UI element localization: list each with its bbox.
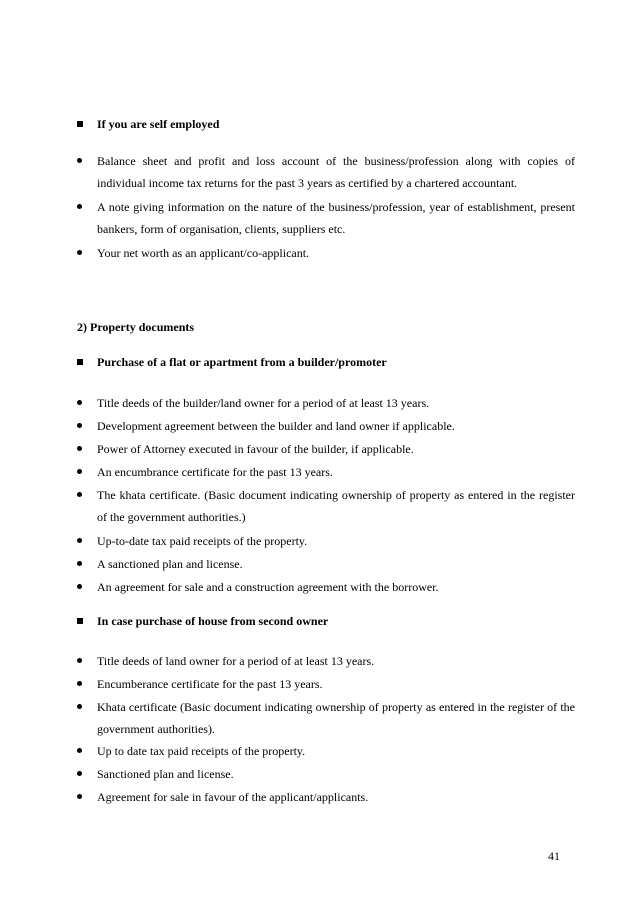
square-bullet-icon: [77, 121, 83, 127]
list-item: [77, 461, 575, 483]
list-item-text: The khata certificate. (Basic document indicating ownership of property as entered in the register of the government authorities.): [97, 488, 575, 524]
list-item: [77, 484, 575, 528]
bullet-icon: [77, 538, 82, 543]
bullet-icon: [77, 658, 82, 663]
bullet-icon: [77, 794, 82, 799]
square-bullet-icon: [77, 359, 83, 365]
list-item: [77, 196, 575, 240]
list-item: [77, 438, 575, 460]
list-item-text: A sanctioned plan and license.: [97, 557, 243, 571]
list-item-text: Power of Attorney executed in favour of the builder, if applicable.: [97, 442, 414, 456]
list-item-text: Sanctioned plan and license.: [97, 767, 234, 781]
list-item: [77, 576, 575, 598]
list-item: [77, 696, 575, 740]
list-item: [77, 650, 575, 672]
list-item-text: Up-to-date tax paid receipts of the property.: [97, 534, 308, 548]
list-item-text: Encumberance certificate for the past 13 years.: [97, 677, 323, 691]
list-item: [77, 392, 575, 414]
builder-heading-text: Purchase of a flat or apartment from a builder/promoter: [97, 355, 387, 369]
self-employed-heading-text: If you are self employed: [97, 117, 220, 131]
list-item-text: Title deeds of the builder/land owner for a period of at least 13 years.: [97, 396, 430, 410]
list-item: [77, 740, 575, 762]
list-item: [77, 150, 575, 194]
page-number: 41: [548, 849, 560, 863]
list-item-text: Balance sheet and profit and loss account of the business/profession along with copies of individual income tax returns for the past 3 years as certified by a chartered accountant.: [97, 154, 575, 190]
list-item-text: Khata certificate (Basic document indicating ownership of property as entered in the register of the government authorities).: [97, 700, 575, 736]
list-item-text: A note giving information on the nature of the business/profession, year of establishment, present bankers, form of organisation, clients, suppliers etc.: [97, 200, 575, 236]
list-item: [77, 553, 575, 575]
bullet-icon: [77, 561, 82, 566]
bullet-icon: [77, 584, 82, 589]
bullet-icon: [77, 469, 82, 474]
list-item-text: Development agreement between the builder and land owner if applicable.: [97, 419, 455, 433]
list-item: [77, 530, 575, 552]
bullet-icon: [77, 204, 82, 209]
list-item-text: Up to date tax paid receipts of the property.: [97, 744, 306, 758]
list-item-text: Title deeds of land owner for a period of at least 13 years.: [97, 654, 375, 668]
list-item: [77, 763, 575, 785]
bullet-icon: [77, 771, 82, 776]
bullet-icon: [77, 423, 82, 428]
property-documents-heading: 2) Property documents: [77, 320, 195, 334]
list-item: [77, 242, 575, 264]
list-item: [77, 673, 575, 695]
list-item-text: Your net worth as an applicant/co-applicant.: [97, 246, 310, 260]
list-item-text: An encumbrance certificate for the past 13 years.: [97, 465, 333, 479]
bullet-icon: [77, 704, 82, 709]
bullet-icon: [77, 681, 82, 686]
square-bullet-icon: [77, 618, 83, 624]
bullet-icon: [77, 492, 82, 497]
bullet-icon: [77, 446, 82, 451]
bullet-icon: [77, 158, 82, 163]
list-item-text: Agreement for sale in favour of the applicant/applicants.: [97, 790, 369, 804]
bullet-icon: [77, 748, 82, 753]
list-item-text: An agreement for sale and a construction agreement with the borrower.: [97, 580, 439, 594]
bullet-icon: [77, 250, 82, 255]
bullet-icon: [77, 400, 82, 405]
list-item: [77, 786, 575, 808]
list-item: [77, 415, 575, 437]
second-owner-heading-text: In case purchase of house from second owner: [97, 614, 329, 628]
